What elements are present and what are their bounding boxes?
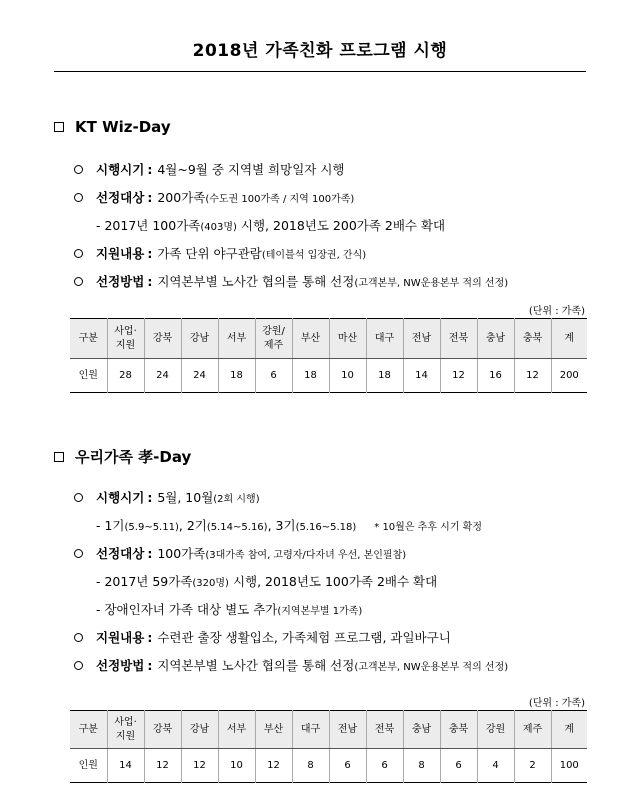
circle-bullet-icon xyxy=(74,193,83,202)
value-cell: 18 xyxy=(366,359,403,393)
header-cell: 강북 xyxy=(144,319,181,359)
section-family-day-title: 우리가족 孝-Day xyxy=(75,448,192,466)
item-label: 선정방법 xyxy=(96,274,145,289)
value-cell: 6 xyxy=(329,749,366,783)
item-text: 수련관 출장 생활입소, 가족체험 프로그램, 과일바구니 xyxy=(157,630,451,645)
item-text: 5월, 10월 xyxy=(157,490,214,505)
item-note: (고객본부, NW운용본부 적의 선정) xyxy=(354,278,509,289)
header-cell: 강남 xyxy=(181,711,218,749)
header-cell: 강북 xyxy=(144,711,181,749)
value-cell: 8 xyxy=(292,749,329,783)
header-cell: 충북 xyxy=(440,711,477,749)
value-cell: 28 xyxy=(107,359,144,393)
document-title: 2018년 가족친화 프로그램 시행 xyxy=(192,41,448,61)
table-header-row xyxy=(70,711,587,749)
value-cell: 18 xyxy=(218,359,255,393)
circle-bullet-icon xyxy=(74,661,83,670)
value-cell: 12 xyxy=(255,749,292,783)
value-cell: 12 xyxy=(514,359,551,393)
header-cell: 강원/ 제주 xyxy=(255,319,292,359)
value-cell: 14 xyxy=(403,359,440,393)
value-cell: 4 xyxy=(477,749,514,783)
item-label: 선정대상 xyxy=(96,546,145,561)
value-cell: 12 xyxy=(144,749,181,783)
header-cell: 전북 xyxy=(366,711,403,749)
s1-item-target: 선정대상 : 200가족 (수도권 100가족 / 지역 100가족) xyxy=(74,188,354,206)
section-kt-wiz-day-heading xyxy=(54,118,171,136)
header-cell: 계 xyxy=(551,711,587,749)
header-cell: 제주 xyxy=(514,711,551,749)
item-label: 시행시기 xyxy=(96,162,145,177)
item-text: 100가족 xyxy=(157,546,206,561)
value-cell: 10 xyxy=(329,359,366,393)
value-cell: 24 xyxy=(144,359,181,393)
value-cell: 12 xyxy=(181,749,218,783)
value-cell: 18 xyxy=(292,359,329,393)
s2-item-method: 선정방법 : 지역본부별 노사간 협의를 통해 선정 (고객본부, NW운용본부 적의 선정) xyxy=(74,656,508,674)
value-cell: 24 xyxy=(181,359,218,393)
value-cell: 10 xyxy=(218,749,255,783)
circle-bullet-icon xyxy=(74,549,83,558)
value-cell: 16 xyxy=(477,359,514,393)
value-cell: 6 xyxy=(366,749,403,783)
header-cell: 전북 xyxy=(440,319,477,359)
value-cell: 6 xyxy=(255,359,292,393)
s2-sub-history: - 2017년 59가족(320명) 시행, 2018년도 100가족 2배수 확대 xyxy=(96,574,438,589)
s2-table-unit: (단위 : 가족) xyxy=(528,698,585,709)
s1-sub-history: - 2017년 100가족(403명) 시행, 2018년도 200가족 2배수 확대 xyxy=(96,218,446,233)
header-cell: 마산 xyxy=(329,319,366,359)
s2-sub-schedule: - 1기(5.9~5.11), 2기(5.14~5.16), 3기(5.16~5.18) * 10월은 추후 시기 확정 xyxy=(96,518,482,533)
header-cell: 서부 xyxy=(218,319,255,359)
header-cell: 구분 xyxy=(70,319,107,359)
header-cell: 부산 xyxy=(255,711,292,749)
item-text: 지역본부별 노사간 협의를 통해 선정 xyxy=(157,658,355,673)
header-cell: 대구 xyxy=(366,319,403,359)
item-note: (3대가족 참여, 고령자/다자녀 우선, 본인필참) xyxy=(205,550,407,561)
circle-bullet-icon xyxy=(74,165,83,174)
value-cell: 200 xyxy=(551,359,587,393)
s1-item-method: 선정방법 : 지역본부별 노사간 협의를 통해 선정 (고객본부, NW운용본부 적의 선정) xyxy=(74,272,508,290)
circle-bullet-icon xyxy=(74,277,83,286)
header-cell: 전남 xyxy=(403,319,440,359)
section-kt-wiz-day-title: KT Wiz-Day xyxy=(75,118,171,136)
s2-allocation-table xyxy=(70,710,587,783)
s2-item-target: 선정대상 : 100가족 (3대가족 참여, 고령자/다자녀 우선, 본인필참) xyxy=(74,544,406,562)
value-cell: 100 xyxy=(551,749,587,783)
item-label: 지원내용 xyxy=(96,246,145,261)
value-cell: 14 xyxy=(107,749,144,783)
value-cell: 6 xyxy=(440,749,477,783)
checkbox-square-icon xyxy=(54,452,64,462)
s2-sub-disabled-family: - 장애인자녀 가족 대상 별도 추가(지역본부별 1가족) xyxy=(96,602,363,617)
header-cell: 사업· 지원 xyxy=(107,319,144,359)
item-text: 지역본부별 노사간 협의를 통해 선정 xyxy=(157,274,355,289)
value-cell: 인원 xyxy=(78,759,98,771)
item-note: (테이블석 입장권, 간식) xyxy=(261,250,367,261)
title-underline xyxy=(54,71,586,72)
table-row xyxy=(70,359,587,393)
s2-item-period: 시행시기 : 5월, 10월 (2회 시행) xyxy=(74,488,260,506)
header-cell: 대구 xyxy=(292,711,329,749)
s2-item-support: 지원내용 : 수련관 출장 생활입소, 가족체험 프로그램, 과일바구니 xyxy=(74,628,451,646)
value-cell: 2 xyxy=(514,749,551,783)
header-cell: 강남 xyxy=(181,319,218,359)
header-cell: 충남 xyxy=(403,711,440,749)
s1-item-support: 지원내용 : 가족 단위 야구관람 (테이블석 입장권, 간식) xyxy=(74,244,366,262)
item-label: 지원내용 xyxy=(96,630,145,645)
s1-item-period: 시행시기 : 4월~9월 중 지역별 희망일자 시행 xyxy=(74,160,345,178)
header-cell: 계 xyxy=(551,319,587,359)
item-text: 가족 단위 야구관람 xyxy=(157,246,262,261)
value-cell: 8 xyxy=(403,749,440,783)
header-cell: 강원 xyxy=(477,711,514,749)
s1-table-unit: (단위 : 가족) xyxy=(528,306,585,317)
header-cell: 사업· 지원 xyxy=(107,711,144,749)
item-text: 200가족 xyxy=(157,190,206,205)
circle-bullet-icon xyxy=(74,493,83,502)
value-cell: 12 xyxy=(440,359,477,393)
value-cell: 인원 xyxy=(78,369,98,381)
item-note: (고객본부, NW운용본부 적의 선정) xyxy=(354,662,509,673)
item-text: 4월~9월 중 지역별 희망일자 시행 xyxy=(157,162,345,177)
item-label: 선정방법 xyxy=(96,658,145,673)
header-cell: 충북 xyxy=(514,319,551,359)
table-row xyxy=(70,749,587,783)
item-label: 선정대상 xyxy=(96,190,145,205)
header-cell: 서부 xyxy=(218,711,255,749)
item-note: (수도권 100가족 / 지역 100가족) xyxy=(205,194,355,205)
checkbox-square-icon xyxy=(54,122,64,132)
header-cell: 부산 xyxy=(292,319,329,359)
section-family-day-heading xyxy=(54,446,191,467)
circle-bullet-icon xyxy=(74,249,83,258)
s1-allocation-table xyxy=(70,318,587,393)
table-header-row xyxy=(70,319,587,359)
item-note: (2회 시행) xyxy=(213,494,260,505)
header-cell: 구분 xyxy=(70,711,107,749)
header-cell: 충남 xyxy=(477,319,514,359)
circle-bullet-icon xyxy=(74,633,83,642)
header-cell: 전남 xyxy=(329,711,366,749)
item-label: 시행시기 xyxy=(96,490,145,505)
